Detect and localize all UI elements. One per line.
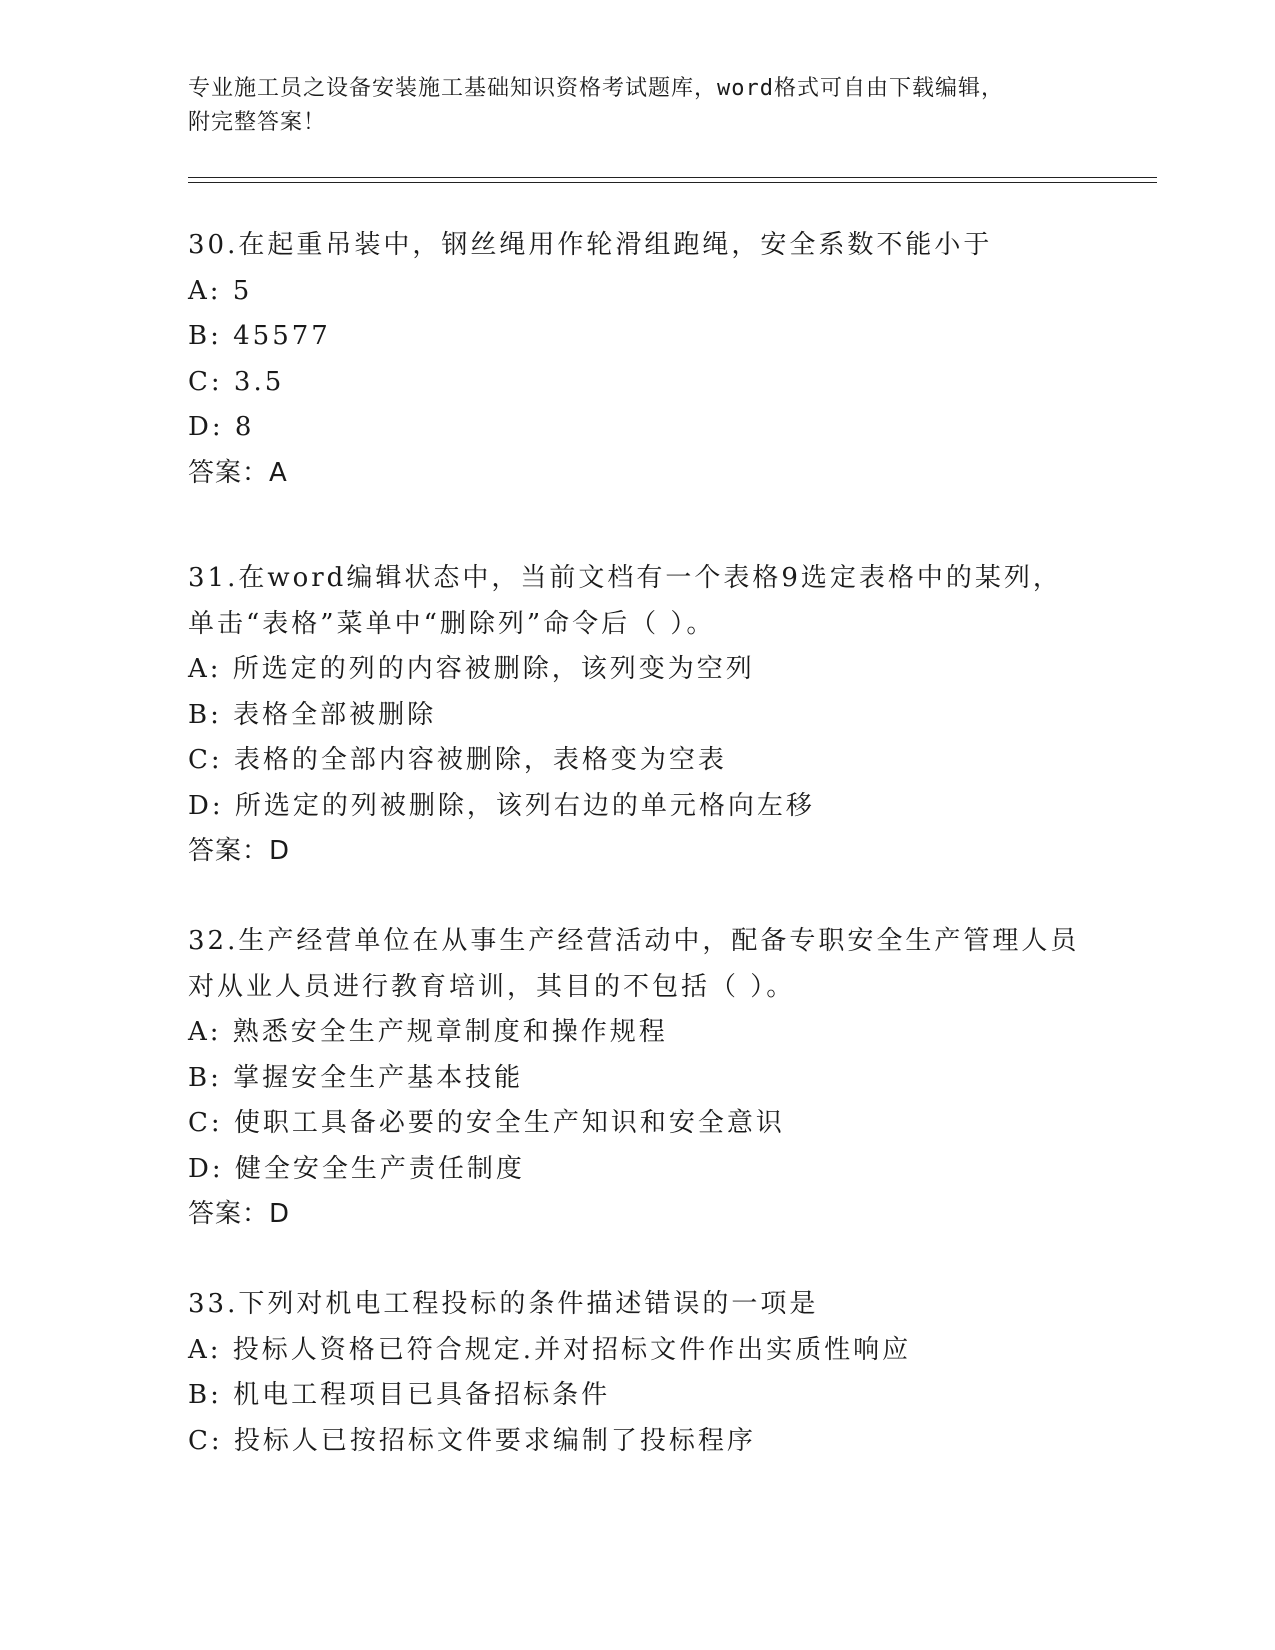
option-b: B: 表格全部被删除 xyxy=(188,699,437,730)
option-a: A: 投标人资格已符合规定.并对招标文件作出实质性响应 xyxy=(188,1334,912,1365)
question-32 xyxy=(188,919,1148,1238)
header-line-2: 附完整答案！ xyxy=(188,110,327,135)
option-c: C: 投标人已按招标文件要求编制了投标程序 xyxy=(188,1425,756,1456)
question-stem: 30.在起重吊装中，钢丝绳用作轮滑组跑绳，安全系数不能小于 xyxy=(188,230,993,260)
option-c: C: 使职工具备必要的安全生产知识和安全意识 xyxy=(188,1108,785,1138)
option-c: C: 表格的全部内容被删除，表格变为空表 xyxy=(188,745,727,775)
question-stem-continued: 单击“表格”菜单中“删除列”命令后（ ）。 xyxy=(188,608,716,639)
option-d: D: 健全安全生产责任制度 xyxy=(188,1153,525,1184)
question-stem: 31.在word编辑状态中，当前文档有一个表格9选定表格中的某列， xyxy=(188,563,1062,593)
option-d: D: 8 xyxy=(188,412,255,442)
answer-text: 答案：D xyxy=(188,836,291,866)
option-b: B: 45577 xyxy=(188,321,331,351)
option-a: A: 所选定的列的内容被删除，该列变为空列 xyxy=(188,654,755,684)
answer-text: 答案：A xyxy=(188,457,288,488)
question-31 xyxy=(188,556,1148,875)
option-b: B: 掌握安全生产基本技能 xyxy=(188,1062,524,1093)
question-stem-continued: 对从业人员进行教育培训，其目的不包括（ ）。 xyxy=(188,971,796,1002)
question-stem: 33.下列对机电工程投标的条件描述错误的一项是 xyxy=(188,1289,819,1319)
header-divider-bottom xyxy=(188,182,1157,183)
answer-text: 答案：D xyxy=(188,1199,291,1229)
question-33 xyxy=(188,1282,1148,1464)
document-header xyxy=(188,72,1088,140)
option-a: A: 熟悉安全生产规章制度和操作规程 xyxy=(188,1017,668,1047)
option-a: A: 5 xyxy=(188,275,253,306)
option-d: D: 所选定的列被删除，该列右边的单元格向左移 xyxy=(188,790,815,821)
header-line-1: 专业施工员之设备安装施工基础知识资格考试题库，word格式可自由下载编辑， xyxy=(188,76,1004,101)
question-stem: 32.生产经营单位在从事生产经营活动中，配备专职安全生产管理人员 xyxy=(188,926,1080,956)
question-30 xyxy=(188,223,1148,496)
header-divider-top xyxy=(188,177,1157,178)
option-c: C: 3.5 xyxy=(188,366,285,397)
option-b: B: 机电工程项目已具备招标条件 xyxy=(188,1380,611,1410)
